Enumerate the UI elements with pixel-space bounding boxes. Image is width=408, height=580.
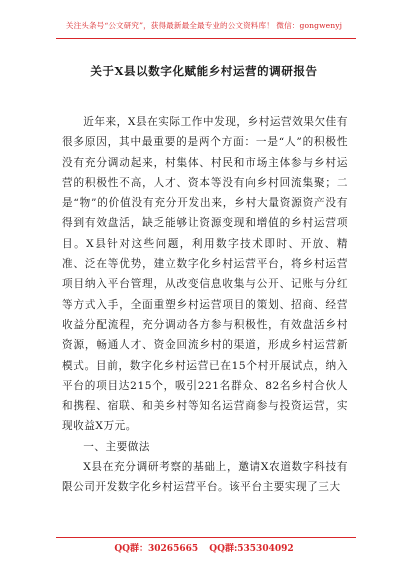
section-paragraph: X县在充分调研考察的基础上，邀请X农道数字科技有限公司开发数字化乡村运营平台。该平台主要实现了三大 bbox=[62, 461, 348, 494]
body-paragraph: 近年来，X县在实际工作中发现，乡村运营效果欠佳有很多原因，其中最重要的是两个方面：一是“人”的积极性没有充分调动起来，村集体、村民和市场主体参与乡村运营的积极性不高，人才、资本等没有向乡村回流集聚；二是“物”的价值没有充分开发出来，乡村大量资源资产没有得到有效盘活，缺乏能够让资源变现和增值的乡村运营项目。X县针对这些问题，利用数字技术即时、开放、精准、泛在等优势，建立数字化乡村运营平台，将乡村运营项目纳入平台管理，从改变信息收集与公开、记账与分红等方式入手，全面重塑乡村运营项目的策划、招商、经营收益分配流程，充分调动各方参与积极性，有效盘活乡村资源，畅通人才、资金回流乡村的渠道，形成乡村运营新模式。目前，数字化乡村运营已在15个村开展试点，纳入平台的项目达215个，吸引221名群众、82名乡村合伙人和携程、宿联、和美乡村等知名运营商参与投资运营，实现收益X万元。 bbox=[62, 116, 348, 433]
section-heading: 一、主要做法 bbox=[83, 440, 151, 453]
footer-qq-group-2: QQ群:535304092 bbox=[209, 544, 294, 554]
header-divider bbox=[56, 38, 356, 39]
footer-divider bbox=[56, 537, 356, 538]
header-banner: 关注头条号“公文研究”，获得最新最全最专业的公文资料库！ 微信：gongwenyj bbox=[65, 21, 343, 30]
footer-qq-group-1: QQ群：30265665 bbox=[114, 544, 199, 554]
footer bbox=[0, 541, 408, 554]
document-body bbox=[62, 112, 348, 498]
document-title: 关于X县以数字化赋能乡村运营的调研报告 bbox=[90, 64, 318, 78]
